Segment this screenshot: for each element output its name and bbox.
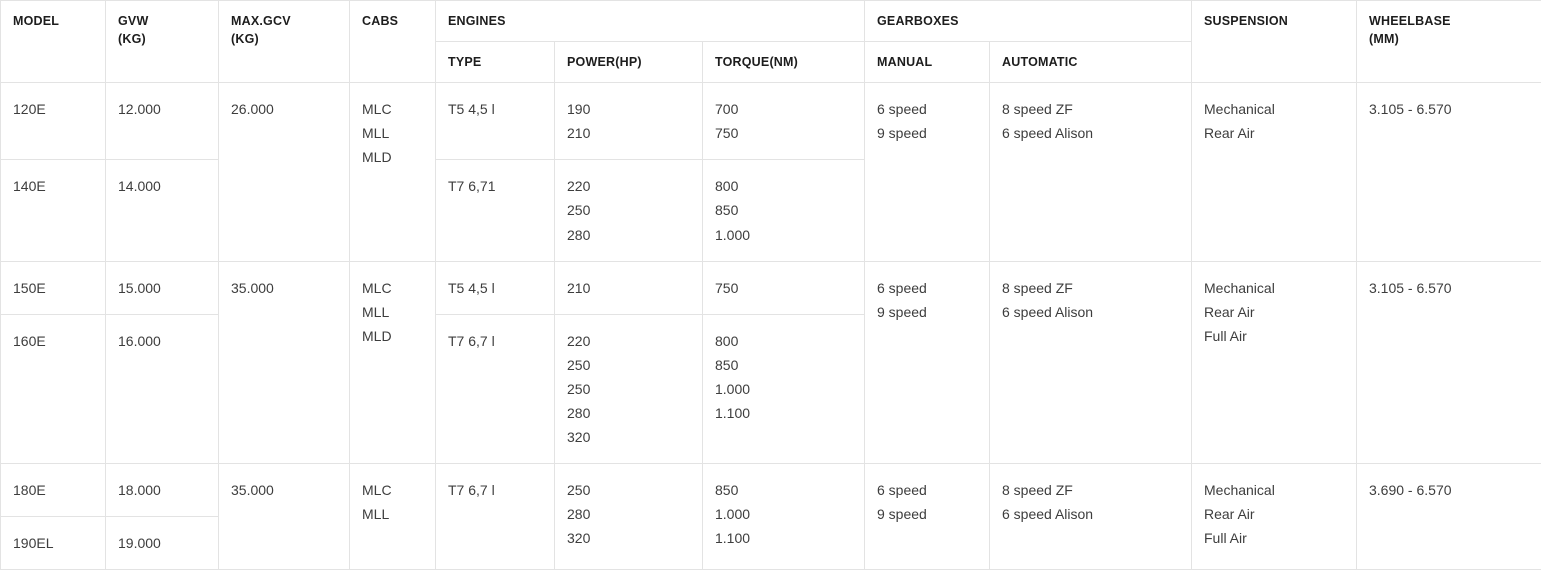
cell-gvw: 14.000 xyxy=(106,160,219,261)
cell-cabs xyxy=(350,83,436,261)
cell-engine-torque xyxy=(703,160,865,261)
cell-gvw: 15.000 xyxy=(106,261,219,314)
automatic-option: 8 speed ZF xyxy=(1002,97,1181,121)
header-max-gcv-line1: MAX.GCV xyxy=(231,12,339,30)
cab-option: MLD xyxy=(362,324,425,348)
cell-suspension xyxy=(1192,464,1357,570)
torque-value: 1.100 xyxy=(715,526,854,550)
power-value: 280 xyxy=(567,401,692,425)
manual-option: 9 speed xyxy=(877,300,979,324)
power-value: 250 xyxy=(567,198,692,222)
torque-value: 800 xyxy=(715,329,854,353)
cell-gearbox-automatic xyxy=(990,83,1192,261)
power-value: 220 xyxy=(567,329,692,353)
cell-engine-torque xyxy=(703,314,865,463)
cell-engine-power xyxy=(555,160,703,261)
cell-max-gcv: 26.000 xyxy=(219,83,350,261)
power-value: 220 xyxy=(567,174,692,198)
cab-option: MLL xyxy=(362,121,425,145)
cell-gearbox-automatic xyxy=(990,261,1192,463)
torque-value: 700 xyxy=(715,97,854,121)
cab-option: MLC xyxy=(362,97,425,121)
power-value: 320 xyxy=(567,526,692,550)
power-value: 250 xyxy=(567,478,692,502)
cab-option: MLC xyxy=(362,276,425,300)
torque-value: 850 xyxy=(715,353,854,377)
header-max-gcv-line2: (KG) xyxy=(231,30,339,48)
torque-value: 750 xyxy=(715,121,854,145)
manual-option: 6 speed xyxy=(877,97,979,121)
power-value: 320 xyxy=(567,425,692,449)
header-gvw xyxy=(106,1,219,83)
header-gearboxes-group: GEARBOXES xyxy=(865,1,1192,42)
cell-gearbox-automatic xyxy=(990,464,1192,570)
header-engines-group: ENGINES xyxy=(436,1,865,42)
header-suspension: SUSPENSION xyxy=(1192,1,1357,83)
cell-engine-power xyxy=(555,464,703,570)
manual-option: 9 speed xyxy=(877,121,979,145)
power-value: 280 xyxy=(567,502,692,526)
torque-value: 850 xyxy=(715,478,854,502)
cell-engine-torque xyxy=(703,261,865,314)
cell-engine-type: T5 4,5 l xyxy=(436,261,555,314)
cell-engine-type: T5 4,5 l xyxy=(436,83,555,160)
torque-value: 750 xyxy=(715,276,854,300)
cell-engine-torque xyxy=(703,83,865,160)
power-value: 250 xyxy=(567,353,692,377)
torque-value: 850 xyxy=(715,198,854,222)
header-gearbox-automatic: AUTOMATIC xyxy=(990,42,1192,83)
cell-max-gcv: 35.000 xyxy=(219,464,350,570)
automatic-option: 8 speed ZF xyxy=(1002,276,1181,300)
torque-value: 800 xyxy=(715,174,854,198)
cell-model: 160E xyxy=(1,314,106,463)
cell-engine-torque xyxy=(703,464,865,570)
cell-wheelbase: 3.105 - 6.570 xyxy=(1357,261,1541,463)
cab-option: MLL xyxy=(362,502,425,526)
header-engine-torque: TORQUE(NM) xyxy=(703,42,865,83)
suspension-option: Mechanical xyxy=(1204,97,1346,121)
cell-model: 190EL xyxy=(1,517,106,570)
torque-value: 1.000 xyxy=(715,223,854,247)
automatic-option: 8 speed ZF xyxy=(1002,478,1181,502)
manual-option: 6 speed xyxy=(877,276,979,300)
suspension-option: Rear Air xyxy=(1204,121,1346,145)
cell-suspension xyxy=(1192,83,1357,261)
cell-suspension xyxy=(1192,261,1357,463)
cell-wheelbase: 3.105 - 6.570 xyxy=(1357,83,1541,261)
header-max-gcv xyxy=(219,1,350,83)
cell-gvw: 16.000 xyxy=(106,314,219,463)
cab-option: MLC xyxy=(362,478,425,502)
cell-gearbox-manual xyxy=(865,83,990,261)
power-value: 190 xyxy=(567,97,692,121)
cell-model: 180E xyxy=(1,464,106,517)
automatic-option: 6 speed Alison xyxy=(1002,121,1181,145)
cell-model: 150E xyxy=(1,261,106,314)
suspension-option: Mechanical xyxy=(1204,276,1346,300)
torque-value: 1.000 xyxy=(715,377,854,401)
table-row xyxy=(1,261,1541,314)
cell-engine-type: T7 6,7 l xyxy=(436,314,555,463)
cell-cabs xyxy=(350,464,436,570)
cell-engine-power xyxy=(555,261,703,314)
cell-gvw: 18.000 xyxy=(106,464,219,517)
automatic-option: 6 speed Alison xyxy=(1002,300,1181,324)
table-header-row-1 xyxy=(1,1,1541,42)
cell-gearbox-manual xyxy=(865,464,990,570)
manual-option: 6 speed xyxy=(877,478,979,502)
cell-engine-power xyxy=(555,83,703,160)
power-value: 210 xyxy=(567,276,692,300)
suspension-option: Full Air xyxy=(1204,526,1346,550)
cell-engine-type: T7 6,71 xyxy=(436,160,555,261)
cell-model: 120E xyxy=(1,83,106,160)
power-value: 250 xyxy=(567,377,692,401)
cell-engine-type: T7 6,7 l xyxy=(436,464,555,570)
header-engine-power: POWER(HP) xyxy=(555,42,703,83)
header-wheelbase xyxy=(1357,1,1541,83)
cell-engine-power xyxy=(555,314,703,463)
torque-value: 1.100 xyxy=(715,401,854,425)
suspension-option: Full Air xyxy=(1204,324,1346,348)
table-row xyxy=(1,83,1541,160)
header-gearbox-manual: MANUAL xyxy=(865,42,990,83)
cab-option: MLL xyxy=(362,300,425,324)
cell-cabs xyxy=(350,261,436,463)
header-wheelbase-line2: (MM) xyxy=(1369,30,1531,48)
automatic-option: 6 speed Alison xyxy=(1002,502,1181,526)
power-value: 210 xyxy=(567,121,692,145)
header-model: MODEL xyxy=(1,1,106,83)
table-row xyxy=(1,464,1541,517)
cell-model: 140E xyxy=(1,160,106,261)
header-gvw-line2: (KG) xyxy=(118,30,208,48)
suspension-option: Mechanical xyxy=(1204,478,1346,502)
cell-gvw: 19.000 xyxy=(106,517,219,570)
header-engine-type: TYPE xyxy=(436,42,555,83)
cell-gearbox-manual xyxy=(865,261,990,463)
header-wheelbase-line1: WHEELBASE xyxy=(1369,12,1531,30)
torque-value: 1.000 xyxy=(715,502,854,526)
cab-option: MLD xyxy=(362,145,425,169)
cell-gvw: 12.000 xyxy=(106,83,219,160)
cell-wheelbase: 3.690 - 6.570 xyxy=(1357,464,1541,570)
cell-max-gcv: 35.000 xyxy=(219,261,350,463)
manual-option: 9 speed xyxy=(877,502,979,526)
suspension-option: Rear Air xyxy=(1204,502,1346,526)
power-value: 280 xyxy=(567,223,692,247)
header-gvw-line1: GVW xyxy=(118,12,208,30)
header-cabs: CABS xyxy=(350,1,436,83)
suspension-option: Rear Air xyxy=(1204,300,1346,324)
